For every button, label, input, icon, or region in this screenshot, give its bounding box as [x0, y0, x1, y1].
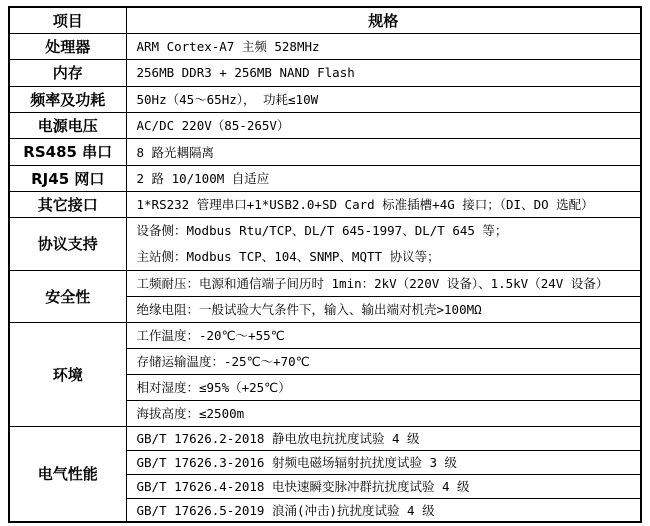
row-spec: AC/DC 220V（85-265V） [126, 112, 641, 138]
row-spec: 海拔高度：≤2500m [126, 400, 641, 426]
row-spec: GB/T 17626.4-2018 电快速瞬变脉冲群抗扰度试验 4 级 [126, 474, 641, 498]
row-spec: 相对湿度：≤95%（+25℃） [126, 374, 641, 400]
row-label: 协议支持 [9, 217, 126, 270]
row-other-interfaces [9, 191, 641, 217]
row-power-supply [9, 112, 641, 138]
protocol-master-side: 主站侧：Modbus TCP、104、SNMP、MQTT 协议等； [136, 248, 440, 264]
row-frequency-power [9, 86, 641, 112]
row-memory [9, 59, 641, 86]
header-row [9, 7, 641, 33]
row-spec: 绝缘电阻：一般试验大气条件下，输入、输出端对机壳>100MΩ [126, 296, 641, 322]
row-spec: 2 路 10/100M 自适应 [126, 165, 641, 191]
row-label: 环境 [9, 322, 126, 426]
row-spec: 256MB DDR3 + 256MB NAND Flash [126, 59, 641, 86]
row-spec: 工作温度：-20℃～+55℃ [126, 322, 641, 348]
row-spec: GB/T 17626.2-2018 静电放电抗扰度试验 4 级 [126, 426, 641, 450]
header-spec-cell: 规格 [126, 7, 641, 33]
row-spec: 50Hz（45～65Hz）， 功耗≤10W [126, 86, 641, 112]
row-spec: 存储运输温度：-25℃～+70℃ [126, 348, 641, 374]
row-label: RS485 串口 [9, 138, 126, 165]
row-label: RJ45 网口 [9, 165, 126, 191]
header-item-cell: 项目 [9, 7, 126, 33]
row-label: 处理器 [9, 33, 126, 59]
row-label: 频率及功耗 [9, 86, 126, 112]
row-protocol-support [9, 217, 641, 270]
row-label: 电源电压 [9, 112, 126, 138]
row-safety [9, 270, 641, 296]
row-label: 内存 [9, 59, 126, 86]
row-spec: GB/T 17626.5-2019 浪涌(冲击)抗扰度试验 4 级 [126, 498, 641, 522]
row-spec: GB/T 17626.3-2016 射频电磁场辐射抗扰度试验 3 级 [126, 450, 641, 474]
row-label: 安全性 [9, 270, 126, 322]
row-label: 电气性能 [9, 426, 126, 522]
row-spec: 8 路光耦隔离 [126, 138, 641, 165]
row-rs485 [9, 138, 641, 165]
row-environment [9, 322, 641, 348]
row-spec: 1*RS232 管理串口+1*USB2.0+SD Card 标准插槽+4G 接口；（DI、DO 选配） [126, 191, 641, 217]
row-electrical [9, 426, 641, 450]
spec-table [8, 6, 642, 523]
row-label: 其它接口 [9, 191, 126, 217]
row-processor [9, 33, 641, 59]
row-spec [126, 217, 641, 270]
row-rj45 [9, 165, 641, 191]
protocol-device-side: 设备侧：Modbus Rtu/TCP、DL/T 645-1997、DL/T 645 等； [136, 222, 508, 238]
row-spec: ARM Cortex-A7 主频 528MHz [126, 33, 641, 59]
row-spec: 工频耐压：电源和通信端子间历时 1min：2kV（220V 设备）、1.5kV（24V 设备） [126, 270, 641, 296]
